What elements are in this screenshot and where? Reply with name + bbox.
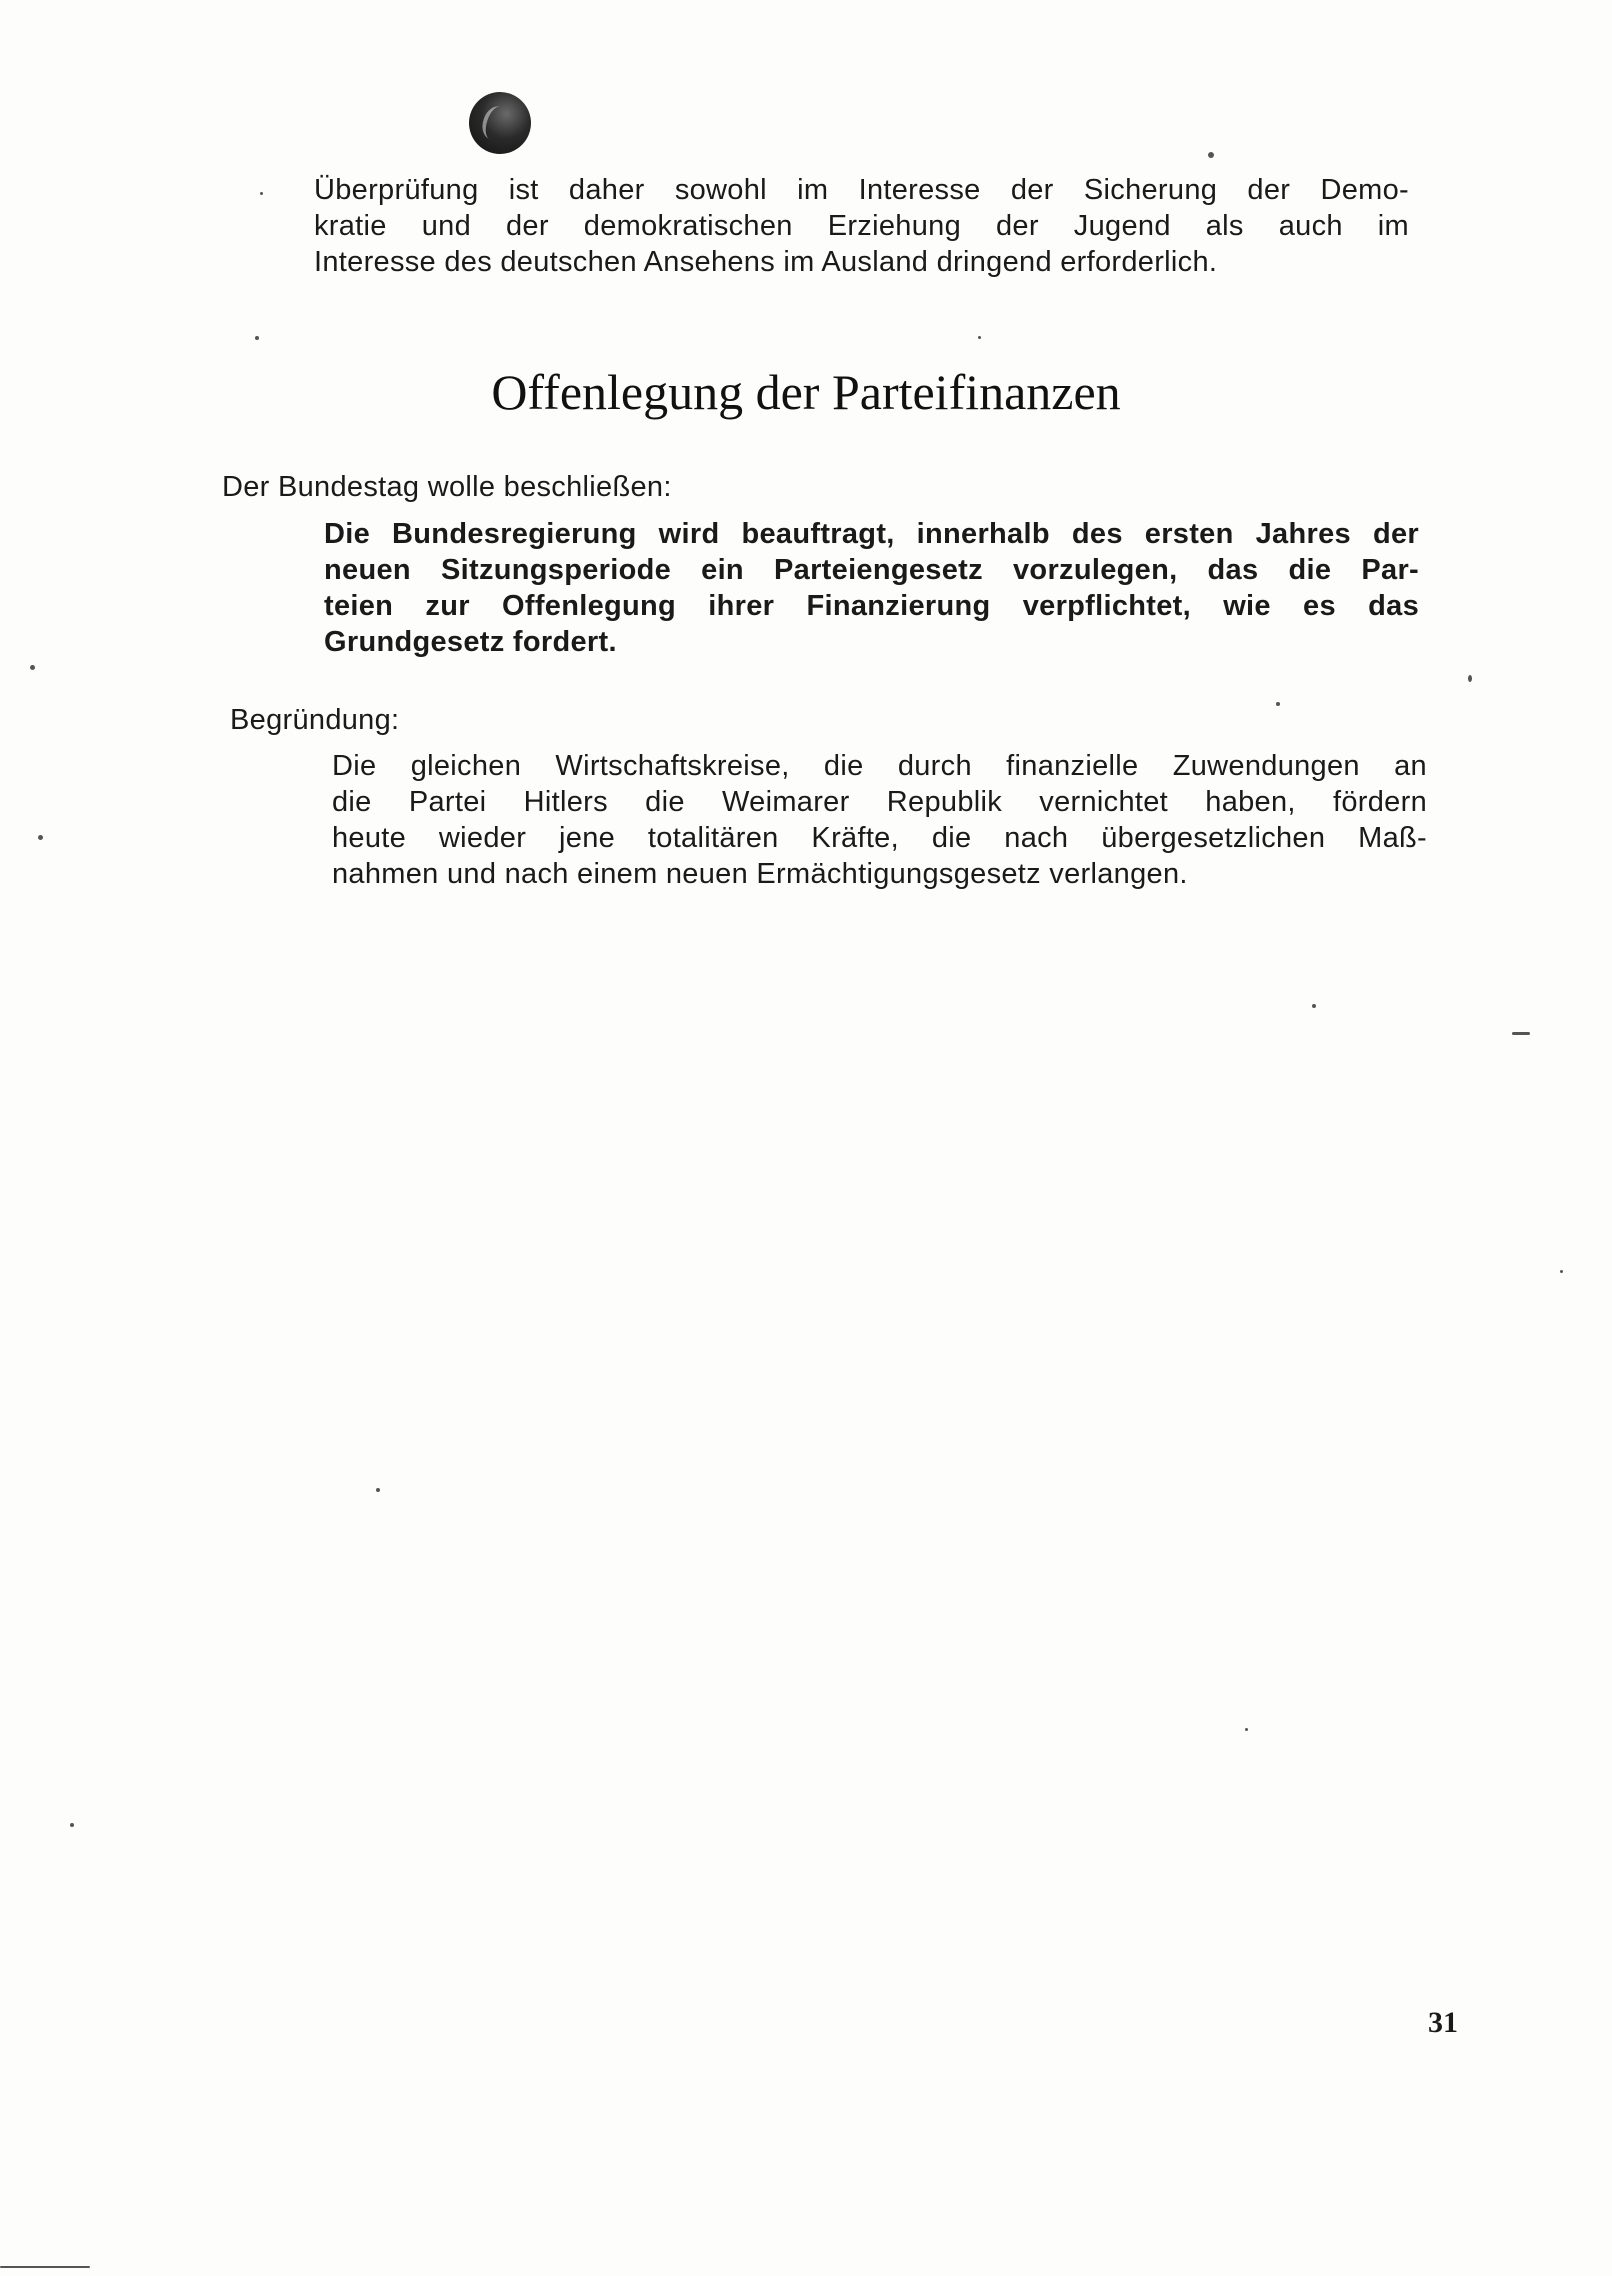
scan-speck bbox=[1245, 1728, 1248, 1731]
section-title: Offenlegung der Parteifinanzen bbox=[491, 364, 1121, 420]
resolution-line: teien zur Offenlegung ihrer Finanzierung verpflichtet, wie es das bbox=[324, 590, 1419, 622]
scan-speck bbox=[1208, 152, 1214, 158]
page-number: 31 bbox=[1428, 2006, 1458, 2039]
scan-speck bbox=[255, 336, 259, 340]
resolution-label: Der Bundestag wolle beschließen: bbox=[222, 471, 672, 503]
resolution-line: neuen Sitzungsperiode ein Parteiengesetz vorzulegen, das die Par- bbox=[324, 554, 1419, 586]
scan-speck bbox=[1468, 675, 1472, 682]
scan-speck bbox=[70, 1823, 74, 1827]
resolution-text bbox=[324, 516, 1419, 660]
scan-speck bbox=[1560, 1270, 1563, 1273]
scan-speck bbox=[1512, 1032, 1530, 1035]
punch-hole-mark bbox=[469, 92, 531, 154]
intro-line: Überprüfung ist daher sowohl im Interesse der Sicherung der Demo- bbox=[314, 174, 1409, 206]
intro-paragraph bbox=[314, 172, 1409, 280]
intro-line: kratie und der demokratischen Erziehung der Jugend als auch im bbox=[314, 210, 1409, 242]
scan-speck bbox=[260, 192, 263, 195]
scan-speck bbox=[376, 1488, 380, 1492]
scan-speck bbox=[1312, 1004, 1316, 1008]
reason-text bbox=[332, 748, 1427, 892]
reason-line: heute wieder jene totalitären Kräfte, die nach übergesetzlichen Maß- bbox=[332, 822, 1427, 854]
resolution-line: Die Bundesregierung wird beauftragt, innerhalb des ersten Jahres der bbox=[324, 518, 1419, 550]
reason-line: nahmen und nach einem neuen Ermächtigungsgesetz verlangen. bbox=[332, 858, 1188, 890]
scan-speck bbox=[1276, 702, 1280, 706]
resolution-line: Grundgesetz fordert. bbox=[324, 626, 617, 658]
intro-line: Interesse des deutschen Ansehens im Ausland dringend erforderlich. bbox=[314, 246, 1218, 278]
scan-speck bbox=[0, 2266, 90, 2268]
scan-speck bbox=[38, 835, 43, 840]
scan-speck bbox=[978, 336, 981, 339]
reason-line: die Partei Hitlers die Weimarer Republik vernichtet haben, fördern bbox=[332, 786, 1427, 818]
reason-label: Begründung: bbox=[230, 704, 400, 736]
scan-speck bbox=[30, 665, 35, 670]
reason-line: Die gleichen Wirtschaftskreise, die durch finanzielle Zuwendungen an bbox=[332, 750, 1427, 782]
